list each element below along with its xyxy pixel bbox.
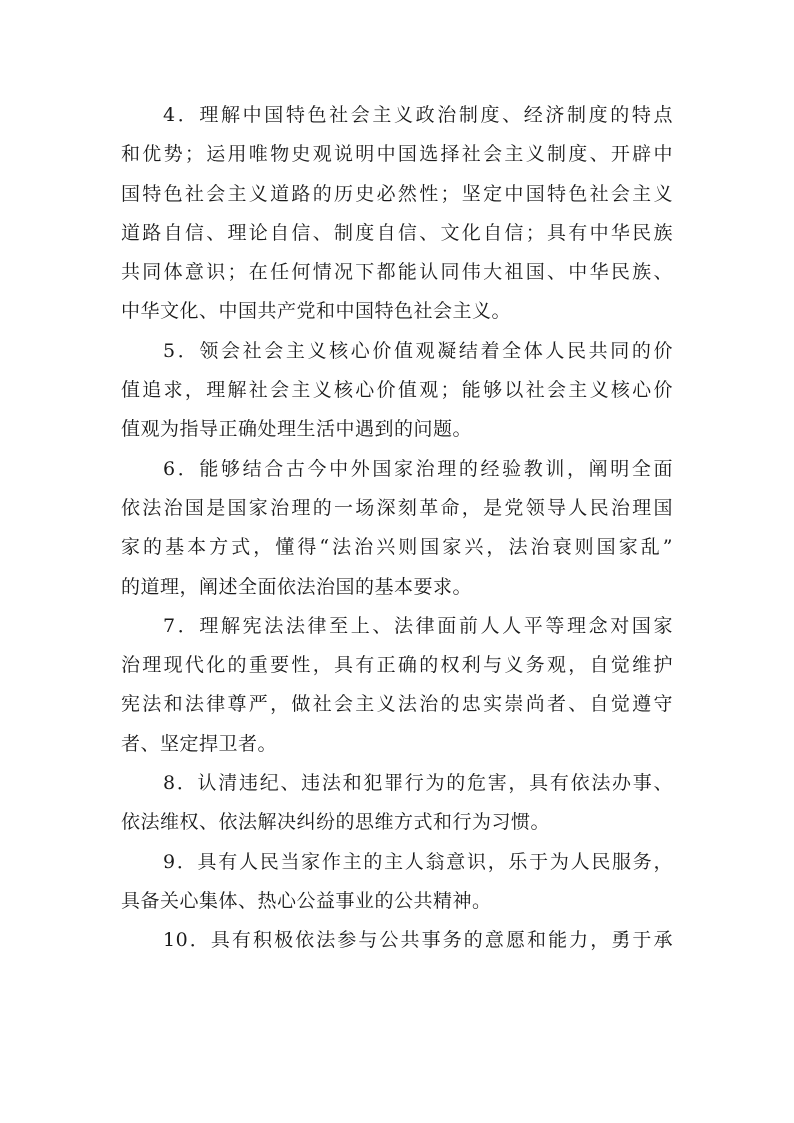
paragraph-item-9 (121, 843, 673, 922)
text-line: 值追求，理解社会主义核心价值观；能够以社会主义核心价 (121, 379, 673, 402)
document-body (121, 96, 673, 961)
text-line: 共同体意识；在任何情况下都能认同伟大祖国、中华民族、 (121, 261, 673, 284)
text-line: 7．理解宪法法律至上、法律面前人人平等理念对国家 (163, 614, 673, 637)
paragraph-item-8 (121, 764, 673, 843)
text-line: 道路自信、理论自信、制度自信、文化自信；具有中华民族 (121, 221, 673, 244)
text-line: 具备关心集体、热心公益事业的公共精神。 (121, 889, 492, 912)
text-line: 6．能够结合古今中外国家治理的经验教训，阐明全面 (163, 457, 673, 480)
text-line: 和优势；运用唯物史观说明中国选择社会主义制度、开辟中 (121, 143, 673, 166)
paragraph-item-7 (121, 607, 673, 764)
paragraph-item-6 (121, 450, 673, 607)
text-line: 4．理解中国特色社会主义政治制度、经济制度的特点 (163, 104, 673, 126)
text-line: 10．具有积极依法参与公共事务的意愿和能力，勇于承 (163, 929, 673, 952)
text-line: 8．认清违纪、违法和犯罪行为的危害，具有依法办事、 (163, 772, 673, 795)
paragraph-item-5 (121, 332, 673, 450)
text-line: 的道理，阐述全面依法治国的基本要求。 (121, 575, 473, 598)
text-line: 家的基本方式，懂得“法治兴则国家兴，法治衰则国家乱” (121, 536, 673, 559)
text-line: 依法治国是国家治理的一场深刻革命，是党领导人民治理国 (121, 496, 673, 519)
text-line: 中华文化、中国共产党和中国特色社会主义。 (121, 300, 512, 323)
paragraph-item-4 (121, 96, 673, 332)
paragraph-item-10 (121, 921, 673, 960)
text-line: 国特色社会主义道路的历史必然性；坚定中国特色社会主义 (121, 182, 673, 205)
text-line: 依法维权、依法解决纠纷的思维方式和行为习惯。 (121, 811, 551, 834)
text-line: 治理现代化的重要性，具有正确的权利与义务观，自觉维护 (121, 654, 673, 677)
text-line: 者、坚定捍卫者。 (121, 732, 278, 755)
text-line: 值观为指导正确处理生活中遇到的问题。 (121, 418, 473, 441)
text-line: 5．领会社会主义核心价值观凝结着全体人民共同的价 (163, 339, 673, 362)
text-line: 9．具有人民当家作主的主人翁意识，乐于为人民服务， (163, 850, 673, 873)
text-line: 宪法和法律尊严，做社会主义法治的忠实崇尚者、自觉遵守 (121, 693, 673, 716)
